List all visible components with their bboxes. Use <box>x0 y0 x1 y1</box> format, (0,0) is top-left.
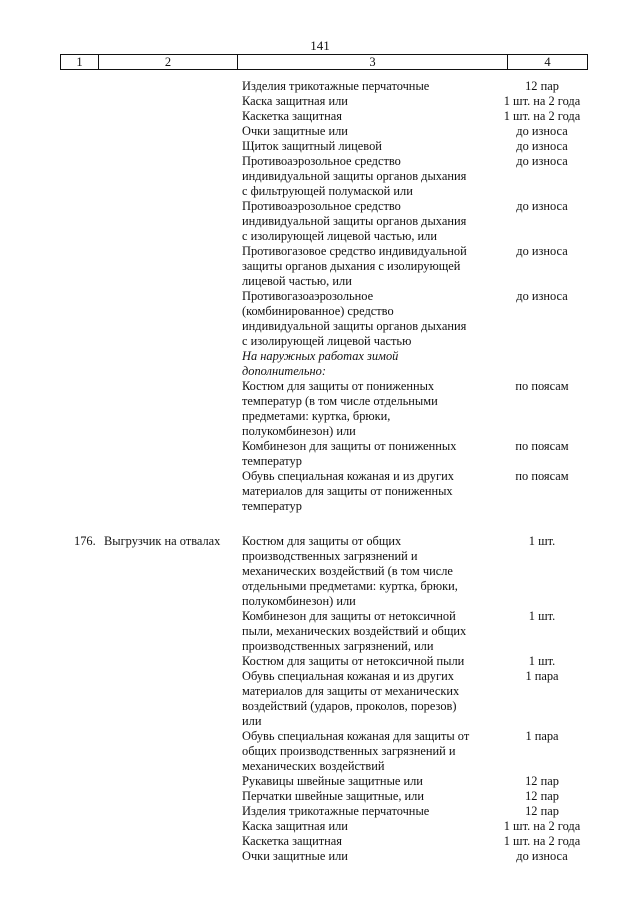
table-row <box>0 379 640 394</box>
item-quantity <box>484 229 600 244</box>
row-number <box>0 774 104 789</box>
item-description: Комбинезон для защиты от нетоксичной <box>242 609 456 623</box>
table-row <box>0 534 640 549</box>
row-profession <box>104 729 242 744</box>
item-quantity <box>484 759 600 774</box>
row-profession <box>104 304 242 319</box>
row-profession <box>104 789 242 804</box>
row-profession <box>104 214 242 229</box>
item-quantity: по поясам <box>515 439 569 453</box>
item-quantity <box>484 304 600 319</box>
row-profession <box>104 364 242 379</box>
item-description: производственных загрязнений, или <box>242 639 434 653</box>
row-profession <box>104 499 242 514</box>
table-row <box>0 214 640 229</box>
row-number <box>0 804 104 819</box>
row-profession <box>104 579 242 594</box>
table-row <box>0 109 640 124</box>
table-row <box>0 154 640 169</box>
item-description: температур (в том числе отдельными <box>242 394 438 408</box>
row-number <box>0 334 104 349</box>
row-profession <box>104 564 242 579</box>
item-quantity: до износа <box>516 154 568 168</box>
item-quantity: 12 пар <box>525 789 559 803</box>
table-row <box>0 499 640 514</box>
row-number <box>0 639 104 654</box>
item-quantity <box>484 214 600 229</box>
item-description: температур <box>242 499 302 513</box>
table-header <box>60 54 588 70</box>
row-profession <box>104 79 242 94</box>
table-row <box>0 774 640 789</box>
item-quantity: 12 пар <box>525 774 559 788</box>
item-quantity: до износа <box>516 199 568 213</box>
row-number <box>0 609 104 624</box>
table-row <box>0 684 640 699</box>
item-description: дополнительно: <box>242 364 326 378</box>
item-quantity <box>484 394 600 409</box>
row-number <box>0 124 104 139</box>
item-quantity <box>484 499 600 514</box>
table-row <box>0 289 640 304</box>
row-profession <box>104 424 242 439</box>
table-row <box>0 364 640 379</box>
row-number <box>0 139 104 154</box>
row-profession <box>104 409 242 424</box>
section-gap <box>0 514 640 534</box>
row-profession <box>104 744 242 759</box>
item-description: Изделия трикотажные перчаточные <box>242 79 430 93</box>
item-description: с изолирующей лицевой частью <box>242 334 412 348</box>
item-quantity: 12 пар <box>525 804 559 818</box>
item-description: Противоаэрозольное средство <box>242 154 401 168</box>
item-description: индивидуальной защиты органов дыхания <box>242 214 467 228</box>
table-row <box>0 639 640 654</box>
table-row <box>0 139 640 154</box>
row-number <box>0 349 104 364</box>
row-number <box>0 259 104 274</box>
row-profession <box>104 289 242 304</box>
row-number <box>0 594 104 609</box>
item-description: Костюм для защиты от общих <box>242 534 402 548</box>
item-quantity <box>484 714 600 729</box>
item-quantity <box>484 274 600 289</box>
row-number <box>0 409 104 424</box>
row-number <box>0 714 104 729</box>
row-number <box>0 289 104 304</box>
row-number <box>0 379 104 394</box>
item-description: Обувь специальная кожаная и из других <box>242 669 454 683</box>
item-quantity: до износа <box>516 849 568 863</box>
item-description: материалов для защиты от пониженных <box>242 484 453 498</box>
row-number <box>0 394 104 409</box>
item-description: Перчатки швейные защитные, или <box>242 789 424 803</box>
table-row <box>0 334 640 349</box>
row-profession <box>104 699 242 714</box>
row-number <box>0 199 104 214</box>
table-row <box>0 819 640 834</box>
row-profession <box>104 594 242 609</box>
row-number <box>0 304 104 319</box>
item-quantity <box>484 454 600 469</box>
row-profession <box>104 639 242 654</box>
item-quantity <box>484 319 600 334</box>
row-number <box>0 729 104 744</box>
row-profession <box>104 549 242 564</box>
item-description: Каска защитная или <box>242 94 348 108</box>
row-number <box>0 759 104 774</box>
row-profession <box>104 669 242 684</box>
item-description: механических воздействий (в том числе <box>242 564 453 578</box>
item-description: Костюм для защиты от пониженных <box>242 379 435 393</box>
item-description: Рукавицы швейные защитные или <box>242 774 423 788</box>
item-quantity <box>484 594 600 609</box>
item-quantity <box>484 639 600 654</box>
item-description: Обувь специальная кожаная для защиты от <box>242 729 470 743</box>
item-quantity: 1 шт. на 2 года <box>503 109 581 123</box>
table-row <box>0 669 640 684</box>
row-profession <box>104 654 242 669</box>
row-number <box>0 699 104 714</box>
row-profession <box>104 774 242 789</box>
table-row <box>0 424 640 439</box>
header-col-1: 1 <box>61 55 99 69</box>
row-profession: Выгрузчик на отвалах <box>104 534 221 548</box>
item-description: индивидуальной защиты органов дыхания <box>242 169 467 183</box>
row-profession <box>104 469 242 484</box>
table-row <box>0 439 640 454</box>
row-profession <box>104 804 242 819</box>
row-profession <box>104 184 242 199</box>
table-row <box>0 729 640 744</box>
row-profession <box>104 484 242 499</box>
table-row <box>0 654 640 669</box>
row-number <box>0 849 104 864</box>
item-description: Щиток защитный лицевой <box>242 139 382 153</box>
item-description: с изолирующей лицевой частью, или <box>242 229 437 243</box>
item-description: пыли, механических воздействий и общих <box>242 624 467 638</box>
row-number <box>0 109 104 124</box>
page-number: 141 <box>310 38 330 53</box>
table-row <box>0 274 640 289</box>
item-quantity: 1 шт. <box>528 534 556 548</box>
row-number <box>0 484 104 499</box>
table-row <box>0 229 640 244</box>
row-number <box>0 79 104 94</box>
row-profession <box>104 244 242 259</box>
table-row <box>0 759 640 774</box>
item-description: полукомбинезон) или <box>242 424 356 438</box>
item-description: полукомбинезон) или <box>242 594 356 608</box>
item-quantity <box>484 409 600 424</box>
row-number <box>0 184 104 199</box>
row-profession <box>104 139 242 154</box>
item-description: индивидуальной защиты органов дыхания <box>242 319 467 333</box>
table-row <box>0 849 640 864</box>
item-description: температур <box>242 454 302 468</box>
table-row <box>0 579 640 594</box>
row-number <box>0 499 104 514</box>
item-quantity <box>484 364 600 379</box>
item-quantity: до износа <box>516 139 568 153</box>
item-description: механических воздействий <box>242 759 385 773</box>
table-row <box>0 564 640 579</box>
table-row <box>0 124 640 139</box>
table-body <box>0 79 640 864</box>
item-quantity: до износа <box>516 289 568 303</box>
item-description: На наружных работах зимой <box>242 349 399 363</box>
item-quantity <box>484 564 600 579</box>
item-quantity <box>484 424 600 439</box>
item-description: Обувь специальная кожаная и из других <box>242 469 454 483</box>
row-profession <box>104 169 242 184</box>
row-number <box>0 654 104 669</box>
row-number <box>0 564 104 579</box>
item-quantity: 12 пар <box>525 79 559 93</box>
row-profession <box>104 439 242 454</box>
item-description: воздействий (ударов, проколов, порезов) <box>242 699 457 713</box>
item-description: общих производственных загрязнений и <box>242 744 456 758</box>
row-number <box>0 229 104 244</box>
item-quantity <box>484 549 600 564</box>
row-number <box>0 274 104 289</box>
row-profession <box>104 319 242 334</box>
row-profession <box>104 109 242 124</box>
item-quantity: 1 пара <box>525 669 559 683</box>
table-row <box>0 804 640 819</box>
table-row <box>0 319 640 334</box>
item-description: Противогазовое средство индивидуальной <box>242 244 467 258</box>
table-row <box>0 94 640 109</box>
item-description: предметами: куртка, брюки, <box>242 409 391 423</box>
table-row <box>0 699 640 714</box>
table-row <box>0 244 640 259</box>
table-row <box>0 79 640 94</box>
row-number <box>0 744 104 759</box>
row-number <box>0 94 104 109</box>
item-description: Противогазоаэрозольное <box>242 289 374 303</box>
table-row <box>0 259 640 274</box>
table-row <box>0 469 640 484</box>
row-number <box>0 214 104 229</box>
item-quantity: по поясам <box>515 379 569 393</box>
item-quantity: по поясам <box>515 469 569 483</box>
row-number <box>0 669 104 684</box>
row-profession <box>104 454 242 469</box>
row-profession <box>104 624 242 639</box>
item-quantity: 1 шт. на 2 года <box>503 819 581 833</box>
row-number <box>0 439 104 454</box>
item-quantity: 1 пара <box>525 729 559 743</box>
row-profession <box>104 259 242 274</box>
item-quantity <box>484 169 600 184</box>
row-profession <box>104 379 242 394</box>
table-row <box>0 169 640 184</box>
row-number <box>0 549 104 564</box>
item-quantity <box>484 684 600 699</box>
row-profession <box>104 199 242 214</box>
item-description: Каскетка защитная <box>242 109 342 123</box>
row-number <box>0 469 104 484</box>
item-quantity <box>484 624 600 639</box>
table-row <box>0 624 640 639</box>
table-row <box>0 409 640 424</box>
table-row <box>0 714 640 729</box>
row-number <box>0 624 104 639</box>
header-col-4: 4 <box>544 55 551 69</box>
row-number <box>0 579 104 594</box>
row-profession <box>104 609 242 624</box>
table-row <box>0 484 640 499</box>
row-number <box>0 834 104 849</box>
row-number <box>0 244 104 259</box>
table-row <box>0 549 640 564</box>
item-quantity: до износа <box>516 124 568 138</box>
row-profession <box>104 394 242 409</box>
table-row <box>0 394 640 409</box>
item-description: Противоаэрозольное средство <box>242 199 401 213</box>
item-quantity <box>484 699 600 714</box>
item-description: Очки защитные или <box>242 124 348 138</box>
item-description: материалов для защиты от механических <box>242 684 460 698</box>
header-col-2: 2 <box>99 55 238 69</box>
row-profession <box>104 819 242 834</box>
row-number: 176. <box>74 534 96 548</box>
table-row <box>0 594 640 609</box>
item-quantity <box>484 349 600 364</box>
item-quantity <box>484 334 600 349</box>
item-description: Костюм для защиты от нетоксичной пыли <box>242 654 465 668</box>
table-row <box>0 349 640 364</box>
item-description: лицевой частью, или <box>242 274 352 288</box>
item-quantity: 1 шт. на 2 года <box>503 834 581 848</box>
table-row <box>0 304 640 319</box>
item-quantity <box>484 259 600 274</box>
row-profession <box>104 834 242 849</box>
table-row <box>0 199 640 214</box>
row-number <box>0 169 104 184</box>
row-profession <box>104 334 242 349</box>
item-quantity <box>484 484 600 499</box>
item-description: или <box>242 714 262 728</box>
row-number <box>0 364 104 379</box>
item-quantity <box>484 744 600 759</box>
row-number <box>0 424 104 439</box>
item-quantity: 1 шт. на 2 года <box>503 94 581 108</box>
row-number <box>0 319 104 334</box>
table-row <box>0 184 640 199</box>
row-profession <box>104 154 242 169</box>
row-profession <box>104 124 242 139</box>
table-row <box>0 744 640 759</box>
item-description: с фильтрующей полумаской или <box>242 184 413 198</box>
row-profession <box>104 349 242 364</box>
row-profession <box>104 229 242 244</box>
item-quantity: 1 шт. <box>528 654 556 668</box>
item-description: Очки защитные или <box>242 849 348 863</box>
item-quantity <box>484 579 600 594</box>
item-description: производственных загрязнений и <box>242 549 418 563</box>
item-description: Каска защитная или <box>242 819 348 833</box>
item-description: Комбинезон для защиты от пониженных <box>242 439 457 453</box>
row-profession <box>104 759 242 774</box>
item-description: (комбинированное) средство <box>242 304 394 318</box>
item-description: Изделия трикотажные перчаточные <box>242 804 430 818</box>
row-profession <box>104 94 242 109</box>
header-col-3: 3 <box>238 55 508 69</box>
row-profession <box>104 274 242 289</box>
table-row <box>0 609 640 624</box>
row-profession <box>104 849 242 864</box>
row-number <box>0 154 104 169</box>
row-number <box>0 684 104 699</box>
item-quantity: 1 шт. <box>528 609 556 623</box>
row-number <box>0 789 104 804</box>
item-quantity <box>484 184 600 199</box>
row-number <box>0 454 104 469</box>
table-row <box>0 454 640 469</box>
item-quantity: до износа <box>516 244 568 258</box>
row-profession <box>104 714 242 729</box>
item-description: Каскетка защитная <box>242 834 342 848</box>
table-row <box>0 834 640 849</box>
row-profession <box>104 684 242 699</box>
item-description: защиты органов дыхания с изолирующей <box>242 259 461 273</box>
item-description: отдельными предметами: куртка, брюки, <box>242 579 458 593</box>
table-row <box>0 789 640 804</box>
row-number <box>0 819 104 834</box>
